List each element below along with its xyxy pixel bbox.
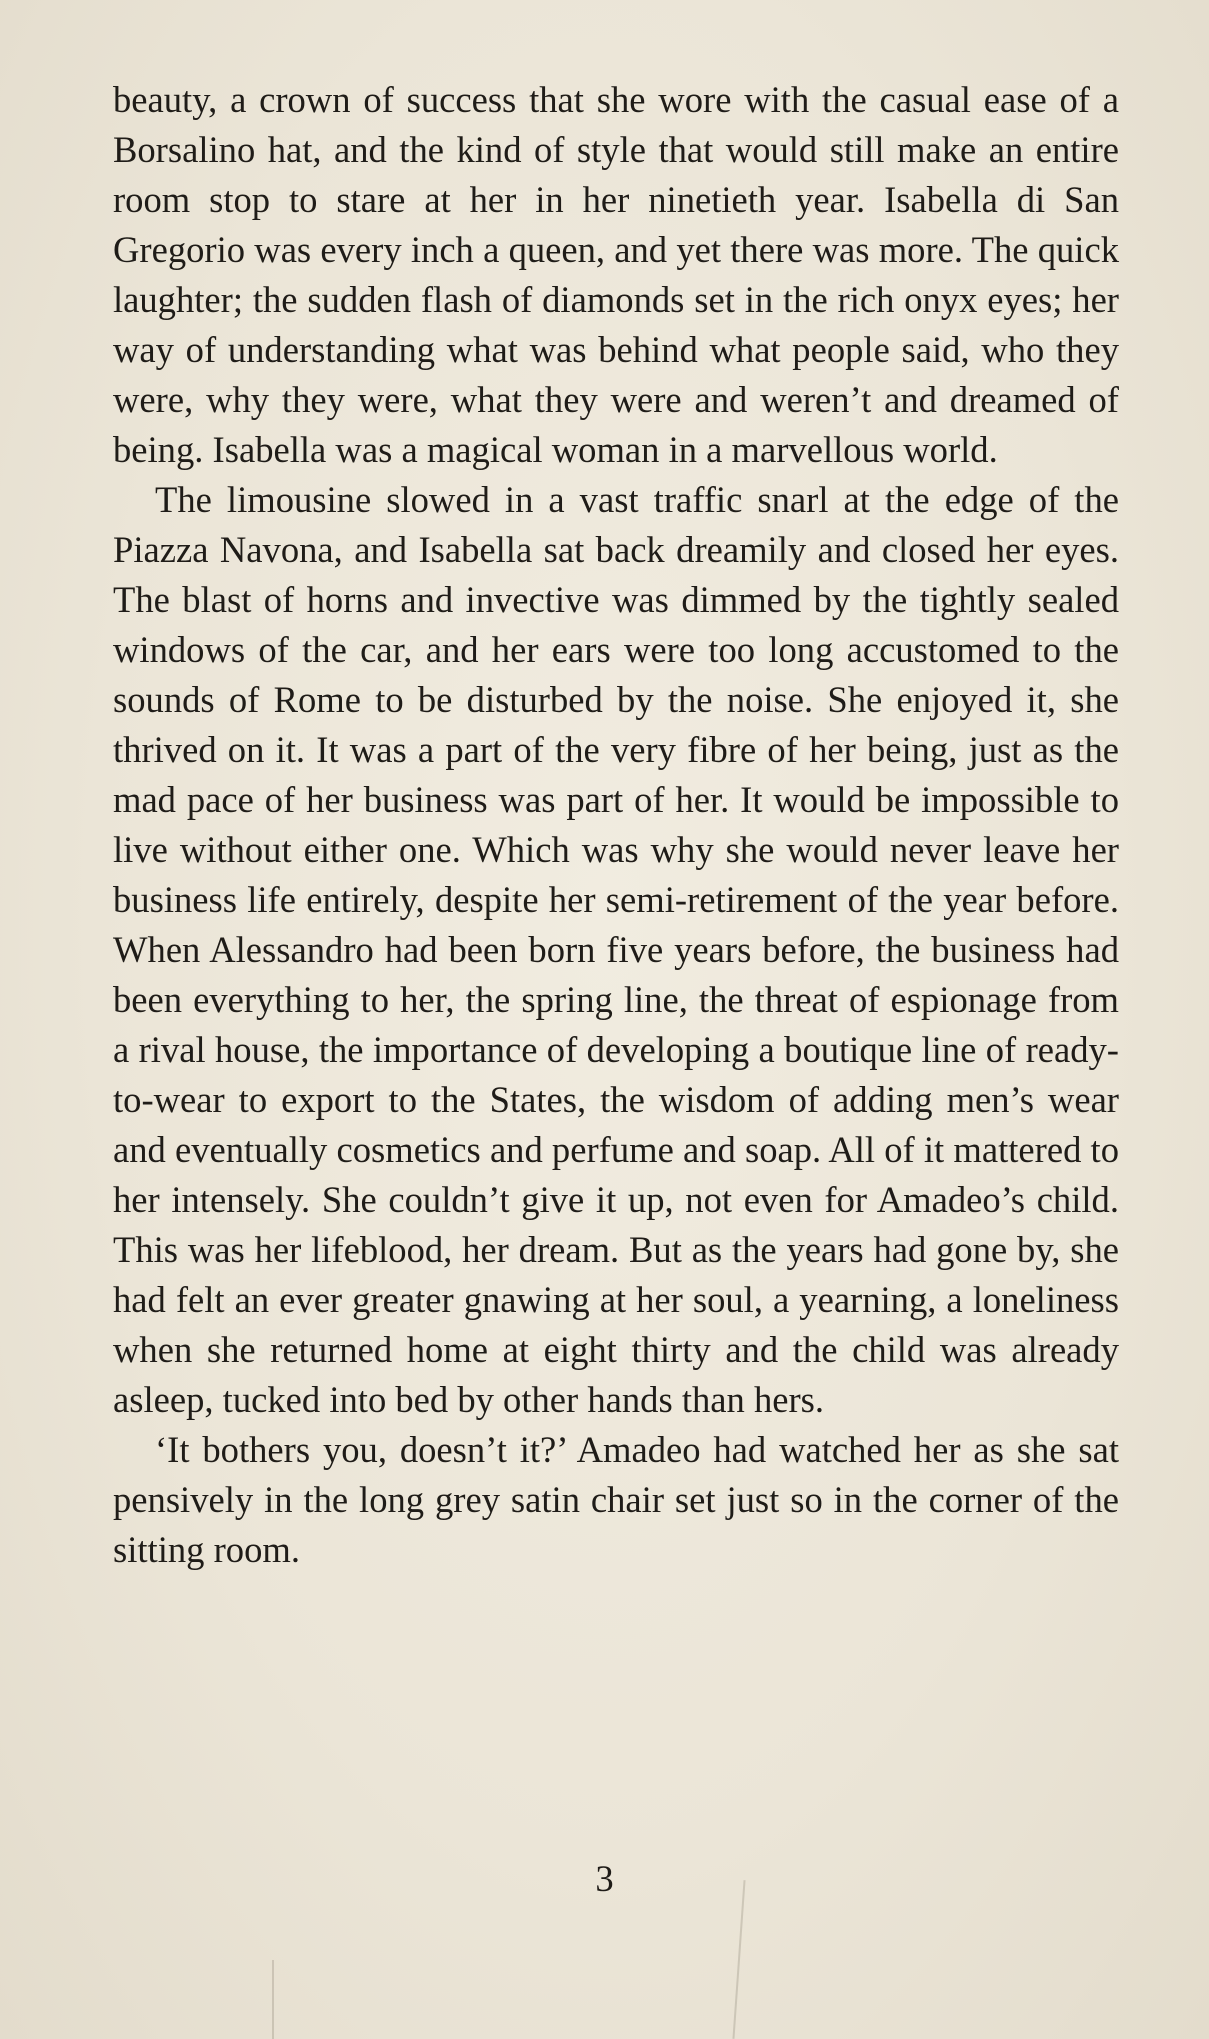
body-text <box>113 75 1119 1575</box>
page-number: 3 <box>595 1858 614 1899</box>
paragraph-3: ‘It bothers you, doesn’t it?’ Amadeo had watched her as she sat pensively in the long grey satin chair set just so in the corner of the sitting room. <box>113 1429 1119 1570</box>
paragraph-1: beauty, a crown of success that she wore with the casual ease of a Borsalino hat, and the kind of style that would still make an entire room stop to stare at her in her ninetieth year. Isabella di San Gregorio was every inch a queen, and yet there was more. The quick laughter; the sudden flash of diamonds set in the rich onyx eyes; her way of understanding what was behind what people said, who they were, why they were, what they were and weren’t and dreamed of being. Isabella was a magical woman in a marvellous world. <box>113 79 1119 470</box>
paragraph-2: The limousine slowed in a vast traffic snarl at the edge of the Piazza Navona, and Isabella sat back dreamily and closed her eyes. The blast of horns and invective was dimmed by the tightly sealed windows of the car, and her ears were too long accustomed to the sounds of Rome to be disturbed by the noise. She enjoyed it, she thrived on it. It was a part of the very fibre of her being, just as the mad pace of her business was part of her. It would be impossible to live without either one. Which was why she would never leave her business life entirely, despite her semi-retirement of the year before. When Alessandro had been born five years before, the business had been everything to her, the spring line, the threat of espionage from a rival house, the importance of developing a boutique line of ready-to-wear to export to the States, the wisdom of adding men’s wear and eventually cosmetics and perfume and soap. All of it mattered to her intensely. She couldn’t give it up, not even for Amadeo’s child. This was her lifeblood, her dream. But as the years had gone by, she had felt an ever greater gnawing at her soul, a yearning, a loneliness when she returned home at eight thirty and the child was already asleep, tucked into bed by other hands than hers. <box>113 479 1119 1420</box>
paper-crease <box>272 1960 274 2039</box>
